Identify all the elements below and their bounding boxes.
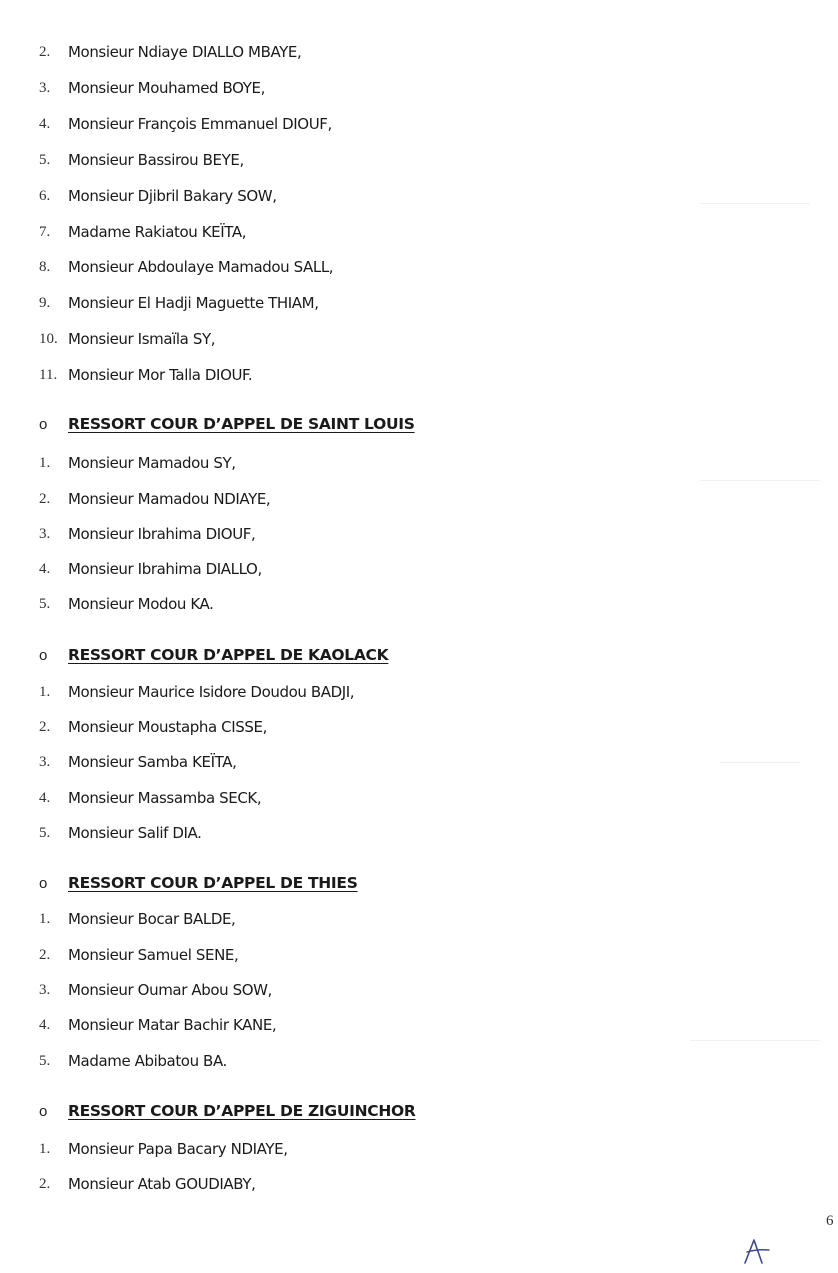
- item-name: Monsieur Modou KA.: [68, 595, 214, 613]
- item-name: Monsieur Ibrahima DIALLO,: [68, 560, 262, 578]
- list-item: [39, 522, 255, 546]
- item-number: 1.: [39, 910, 51, 927]
- item-name: Monsieur Salif DIA.: [68, 824, 202, 842]
- item-name: Monsieur Maurice Isidore Doudou BADJI,: [68, 683, 355, 701]
- section-title: RESSORT COUR D’APPEL DE SAINT LOUIS: [68, 415, 415, 433]
- item-name: Monsieur Mouhamed BOYE,: [68, 79, 265, 97]
- list-item: [39, 327, 215, 351]
- item-number: 3.: [39, 525, 51, 542]
- list-item: [39, 592, 214, 616]
- item-number: 5.: [39, 151, 51, 168]
- list-item: [39, 487, 270, 511]
- list-item: [39, 786, 261, 810]
- item-name: Monsieur Matar Bachir KANE,: [68, 1016, 277, 1034]
- scan-artifact: [720, 762, 800, 763]
- item-name: Monsieur Abdoulaye Mamadou SALL,: [68, 258, 334, 276]
- item-name: Monsieur Bocar BALDE,: [68, 910, 236, 928]
- list-item: [39, 148, 244, 172]
- list-item: [39, 978, 272, 1002]
- item-number: 4.: [39, 115, 51, 132]
- item-number: 8.: [39, 258, 51, 275]
- bullet-marker: o: [39, 646, 48, 664]
- list-item: [39, 680, 354, 704]
- bullet-marker: o: [39, 874, 48, 892]
- item-number: 2.: [39, 490, 51, 507]
- section-title: RESSORT COUR D’APPEL DE THIES: [68, 874, 358, 892]
- item-name: Monsieur Samuel SENE,: [68, 946, 239, 964]
- item-number: 5.: [39, 595, 51, 612]
- item-name: Monsieur Ndiaye DIALLO MBAYE,: [68, 43, 302, 61]
- list-item: [39, 1137, 288, 1161]
- item-number: 2.: [39, 43, 51, 60]
- item-number: 2.: [39, 1175, 51, 1192]
- section-heading-ziguinchor: [39, 1098, 416, 1124]
- item-name: Monsieur Mamadou SY,: [68, 454, 236, 472]
- section-heading-kaolack: [39, 642, 388, 668]
- list-item: [39, 220, 246, 244]
- item-number: 4.: [39, 789, 51, 806]
- item-number: 6.: [39, 187, 51, 204]
- item-name: Monsieur Mor Talla DIOUF.: [68, 366, 253, 384]
- item-name: Monsieur Bassirou BEYE,: [68, 151, 244, 169]
- list-item: [39, 184, 277, 208]
- list-item: [39, 750, 236, 774]
- item-number: 7.: [39, 223, 51, 240]
- item-name: Monsieur Papa Bacary NDIAYE,: [68, 1140, 288, 1158]
- list-item: [39, 557, 262, 581]
- item-number: 4.: [39, 1016, 51, 1033]
- item-name: Monsieur El Hadji Maguette THIAM,: [68, 294, 319, 312]
- list-item: [39, 255, 333, 279]
- list-item: [39, 76, 265, 100]
- item-number: 10.: [39, 330, 58, 347]
- list-item: [39, 715, 267, 739]
- item-number: 5.: [39, 824, 51, 841]
- item-name: Monsieur Massamba SECK,: [68, 789, 262, 807]
- handwritten-initials: [741, 1237, 771, 1265]
- section-heading-saint-louis: [39, 411, 415, 437]
- item-number: 3.: [39, 753, 51, 770]
- item-name: Monsieur Moustapha CISSE,: [68, 718, 267, 736]
- item-name: Monsieur Oumar Abou SOW,: [68, 981, 272, 999]
- item-name: Monsieur Mamadou NDIAYE,: [68, 490, 271, 508]
- item-name: Madame Abibatou BA.: [68, 1052, 227, 1070]
- section-heading-thies: [39, 870, 358, 896]
- section-title: RESSORT COUR D’APPEL DE ZIGUINCHOR: [68, 1102, 416, 1120]
- item-name: Monsieur Atab GOUDIABY,: [68, 1175, 256, 1193]
- list-item: [39, 1013, 276, 1037]
- list-item: [39, 907, 235, 931]
- item-name: Monsieur François Emmanuel DIOUF,: [68, 115, 332, 133]
- item-number: 3.: [39, 79, 51, 96]
- item-name: Monsieur Ismaïla SY,: [68, 330, 216, 348]
- scan-artifact: [690, 1040, 820, 1041]
- item-number: 11.: [39, 366, 58, 383]
- item-number: 5.: [39, 1052, 51, 1069]
- scan-artifact: [700, 480, 820, 481]
- list-item: [39, 40, 301, 64]
- item-name: Madame Rakiatou KEÏTA,: [68, 223, 247, 241]
- item-number: 4.: [39, 560, 51, 577]
- bullet-marker: o: [39, 415, 48, 433]
- item-name: Monsieur Djibril Bakary SOW,: [68, 187, 277, 205]
- section-title: RESSORT COUR D’APPEL DE KAOLACK: [68, 646, 389, 664]
- item-number: 2.: [39, 946, 51, 963]
- item-number: 3.: [39, 981, 51, 998]
- item-number: 2.: [39, 718, 51, 735]
- list-item: [39, 821, 202, 845]
- list-item: [39, 1049, 227, 1073]
- page-number: 6: [826, 1213, 834, 1229]
- item-name: Monsieur Ibrahima DIOUF,: [68, 525, 256, 543]
- list-item: [39, 112, 332, 136]
- item-name: Monsieur Samba KEÏTA,: [68, 753, 237, 771]
- item-number: 1.: [39, 454, 51, 471]
- item-number: 1.: [39, 1140, 51, 1157]
- item-number: 9.: [39, 294, 51, 311]
- item-number: 1.: [39, 683, 51, 700]
- list-item: [39, 1172, 256, 1196]
- list-item: [39, 451, 236, 475]
- bullet-marker: o: [39, 1102, 48, 1120]
- list-item: [39, 363, 252, 387]
- list-item: [39, 943, 238, 967]
- scan-artifact: [700, 203, 810, 204]
- list-item: [39, 291, 319, 315]
